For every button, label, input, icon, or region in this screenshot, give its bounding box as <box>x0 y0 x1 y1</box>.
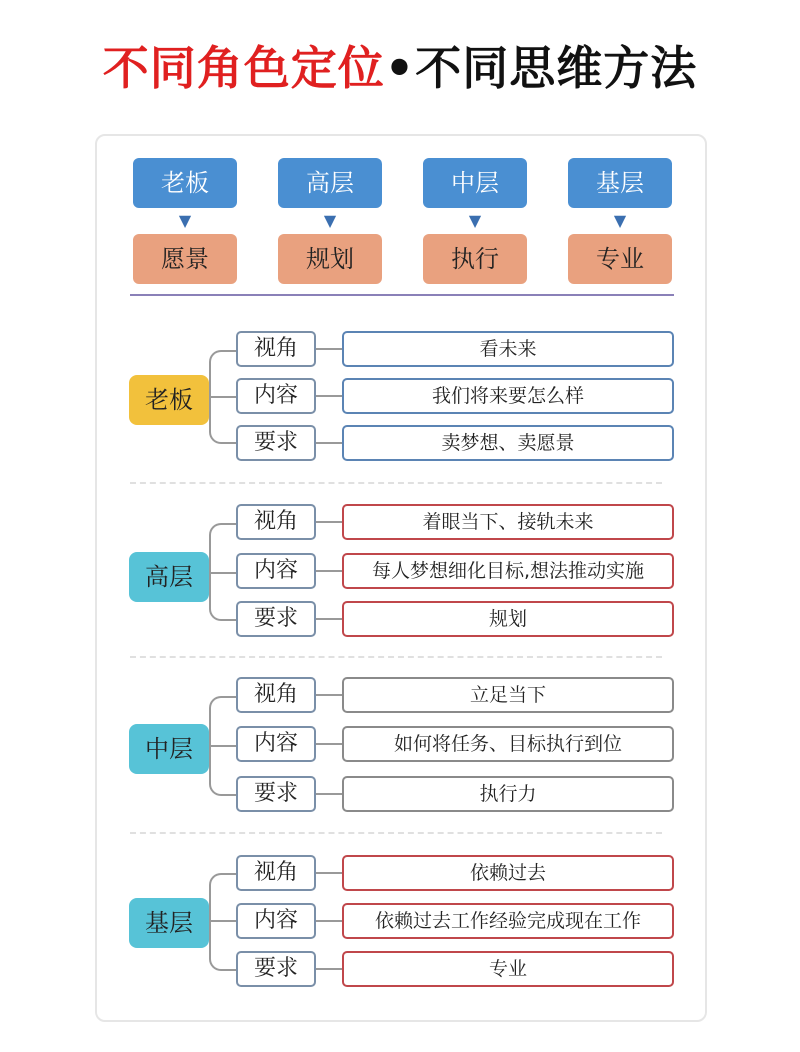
section-role-grassroots: 基层 <box>129 898 209 948</box>
aspect-label: 内容 <box>236 903 316 939</box>
connector-line <box>316 570 342 572</box>
aspect-label: 视角 <box>236 504 316 540</box>
section-divider <box>130 656 662 658</box>
bracket-stub <box>209 745 237 747</box>
aspect-label: 要求 <box>236 951 316 987</box>
title-separator: • <box>384 41 416 95</box>
content-box: 立足当下 <box>342 677 674 713</box>
title-part1: 不同角色定位 <box>102 41 385 95</box>
connector-line <box>316 694 342 696</box>
aspect-label: 要求 <box>236 776 316 812</box>
top-role-senior: 高层 <box>278 158 382 208</box>
connector-line <box>316 618 342 620</box>
top-role-middle: 中层 <box>423 158 527 208</box>
aspect-label: 视角 <box>236 677 316 713</box>
bracket-stub <box>209 396 237 398</box>
content-box: 依赖过去 <box>342 855 674 891</box>
content-box: 规划 <box>342 601 674 637</box>
connector-line <box>316 442 342 444</box>
page-title <box>0 38 800 98</box>
goal-planning: 规划 <box>278 234 382 284</box>
connector-line <box>316 743 342 745</box>
divider <box>130 294 674 296</box>
bracket-stub <box>209 920 237 922</box>
aspect-label: 视角 <box>236 331 316 367</box>
connector-line <box>316 348 342 350</box>
section-divider <box>130 832 662 834</box>
section-role-boss: 老板 <box>129 375 209 425</box>
connector-line <box>316 920 342 922</box>
section-divider <box>130 482 662 484</box>
content-box: 专业 <box>342 951 674 987</box>
connector-line <box>316 521 342 523</box>
aspect-label: 内容 <box>236 726 316 762</box>
down-arrow-icon: ▼ <box>613 211 627 230</box>
aspect-label: 内容 <box>236 378 316 414</box>
content-box: 依赖过去工作经验完成现在工作 <box>342 903 674 939</box>
connector-line <box>316 793 342 795</box>
content-box: 着眼当下、接轨未来 <box>342 504 674 540</box>
title-part2: 不同思维方法 <box>415 41 698 95</box>
content-box: 执行力 <box>342 776 674 812</box>
down-arrow-icon: ▼ <box>323 211 337 230</box>
goal-professional: 专业 <box>568 234 672 284</box>
section-role-middle: 中层 <box>129 724 209 774</box>
bracket <box>209 873 237 971</box>
top-role-grassroots: 基层 <box>568 158 672 208</box>
down-arrow-icon: ▼ <box>178 211 192 230</box>
connector-line <box>316 968 342 970</box>
down-arrow-icon: ▼ <box>468 211 482 230</box>
connector-line <box>316 872 342 874</box>
bracket-stub <box>209 572 237 574</box>
goal-execution: 执行 <box>423 234 527 284</box>
top-role-boss: 老板 <box>133 158 237 208</box>
aspect-label: 视角 <box>236 855 316 891</box>
aspect-label: 内容 <box>236 553 316 589</box>
aspect-label: 要求 <box>236 601 316 637</box>
content-box: 卖梦想、卖愿景 <box>342 425 674 461</box>
goal-vision: 愿景 <box>133 234 237 284</box>
content-box: 如何将任务、目标执行到位 <box>342 726 674 762</box>
content-box: 看未来 <box>342 331 674 367</box>
aspect-label: 要求 <box>236 425 316 461</box>
connector-line <box>316 395 342 397</box>
section-role-senior: 高层 <box>129 552 209 602</box>
content-box: 每人梦想细化目标,想法推动实施 <box>342 553 674 589</box>
content-box: 我们将来要怎么样 <box>342 378 674 414</box>
